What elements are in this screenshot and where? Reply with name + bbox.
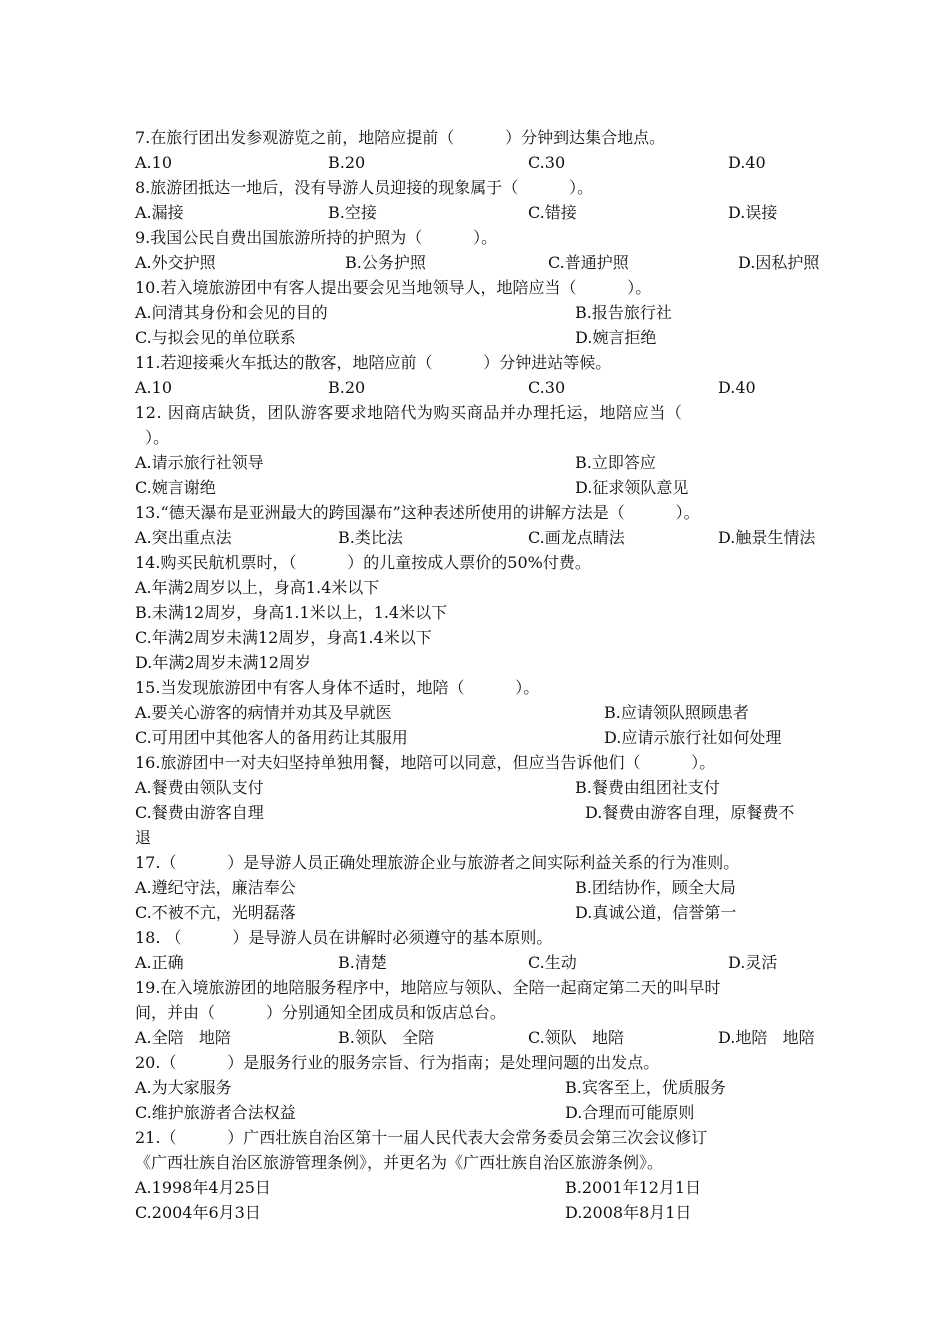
- option-b: B.应请领队照顾患者: [604, 703, 749, 722]
- question-stem: 17.（ ）是导游人员正确处理旅游企业与旅游者之间实际利益关系的行为准则。: [135, 853, 740, 872]
- option-d: D.婉言拒绝: [575, 328, 657, 347]
- option-d: D.40: [728, 153, 766, 172]
- option-c: C.婉言谢绝: [135, 478, 216, 497]
- option-d: D.地陪 地陪: [718, 1028, 815, 1047]
- option-d: D.触景生情法: [718, 528, 816, 547]
- option-a: A.问清其身份和会见的目的: [135, 303, 328, 322]
- option-c: C.错接: [528, 203, 577, 222]
- question-stem: 11.若迎接乘火车抵达的散客，地陪应前（ ）分钟进站等候。: [135, 353, 612, 372]
- option-b: B.报告旅行社: [575, 303, 672, 322]
- option-b: B.未满12周岁，身高1.1米以上，1.4米以下: [135, 603, 448, 622]
- question-stem: 9.我国公民自费出国旅游所持的护照为（ ）。: [135, 228, 498, 247]
- option-a: A.要关心游客的病情并劝其及早就医: [135, 703, 392, 722]
- option-b: B.20: [328, 378, 366, 397]
- option-a: A.突出重点法: [135, 528, 232, 547]
- option-b: B.2001年12月1日: [565, 1178, 702, 1197]
- option-a: A.请示旅行社领导: [135, 453, 264, 472]
- option-d: D.真诚公道，信誉第一: [575, 903, 737, 922]
- option-c: C.不被不亢，光明磊落: [135, 903, 296, 922]
- option-c: C.领队 地陪: [528, 1028, 625, 1047]
- option-b: B.空接: [328, 203, 377, 222]
- option-a: A.正确: [135, 953, 184, 972]
- option-d: D.餐费由游客自理，原餐费不: [585, 803, 795, 822]
- option-b: B.宾客至上，优质服务: [565, 1078, 726, 1097]
- question-stem: 7.在旅行团出发参观游览之前，地陪应提前（ ）分钟到达集合地点。: [135, 128, 666, 147]
- option-c: C.可用团中其他客人的备用药让其服用: [135, 728, 408, 747]
- option-b: B.餐费由组团社支付: [575, 778, 720, 797]
- question-stem: 19.在入境旅游团的地陪服务程序中，地陪应与领队、全陪一起商定第二天的叫早时: [135, 978, 721, 997]
- option-c: C.与拟会见的单位联系: [135, 328, 296, 347]
- question-stem: 18. （ ）是导游人员在讲解时必须遵守的基本原则。: [135, 928, 553, 947]
- option-d: D.灵活: [728, 953, 778, 972]
- question-stem: 12. 因商店缺货，团队游客要求地陪代为购买商品并办理托运，地陪应当（: [135, 403, 683, 422]
- option-a: A.10: [135, 153, 172, 172]
- option-d: D.应请示旅行社如何处理: [604, 728, 782, 747]
- question-stem: 16.旅游团中一对夫妇坚持单独用餐，地陪可以同意，但应当告诉他们（ ）。: [135, 753, 716, 772]
- option-d: D.因私护照: [738, 253, 820, 272]
- option-c: C.30: [528, 378, 566, 397]
- question-stem: 15.当发现旅游团中有客人身体不适时，地陪（ ）。: [135, 678, 540, 697]
- option-c: C.生动: [528, 953, 577, 972]
- question-stem-continued: ）。: [135, 428, 170, 447]
- option-b: B.领队 全陪: [338, 1028, 435, 1047]
- option-b: B.20: [328, 153, 366, 172]
- option-d: D.40: [718, 378, 756, 397]
- option-d: D.误接: [728, 203, 778, 222]
- option-d-continued: 退: [135, 828, 152, 847]
- question-stem-continued: 《广西壮族自治区旅游管理条例》，并更名为《广西壮族自治区旅游条例》。: [135, 1153, 664, 1172]
- option-a: A.遵纪守法，廉洁奉公: [135, 878, 296, 897]
- option-c: C.年满2周岁未满12周岁，身高1.4米以下: [135, 628, 432, 647]
- option-a: A.10: [135, 378, 172, 397]
- option-c: C.普通护照: [548, 253, 629, 272]
- option-c: C.2004年6月3日: [135, 1203, 261, 1222]
- option-b: B.清楚: [338, 953, 387, 972]
- option-c: C.30: [528, 153, 566, 172]
- option-a: A.年满2周岁以上，身高1.4米以下: [135, 578, 380, 597]
- option-b: B.立即答应: [575, 453, 656, 472]
- option-a: A.1998年4月25日: [135, 1178, 271, 1197]
- option-d: D.年满2周岁未满12周岁: [135, 653, 311, 672]
- option-d: D.征求领队意见: [575, 478, 689, 497]
- option-b: B.团结协作，顾全大局: [575, 878, 736, 897]
- option-c: C.维护旅游者合法权益: [135, 1103, 296, 1122]
- question-stem: 13.“德天瀑布是亚洲最大的跨国瀑布”这种表述所使用的讲解方法是（ ）。: [135, 503, 700, 522]
- option-a: A.全陪 地陪: [135, 1028, 231, 1047]
- question-stem: 14.购买民航机票时，（ ）的儿童按成人票价的50%付费。: [135, 553, 591, 572]
- question-stem: 21.（ ）广西壮族自治区第十一届人民代表大会常务委员会第三次会议修订: [135, 1128, 708, 1147]
- option-c: C.画龙点睛法: [528, 528, 625, 547]
- option-a: A.外交护照: [135, 253, 216, 272]
- question-stem: 10.若入境旅游团中有客人提出要会见当地领导人，地陪应当（ ）。: [135, 278, 652, 297]
- question-stem: 20.（ ）是服务行业的服务宗旨、行为指南；是处理问题的出发点。: [135, 1053, 660, 1072]
- option-b: B.公务护照: [345, 253, 426, 272]
- option-b: B.类比法: [338, 528, 403, 547]
- option-d: D.2008年8月1日: [565, 1203, 692, 1222]
- option-a: A.餐费由领队支付: [135, 778, 264, 797]
- option-a: A.为大家服务: [135, 1078, 232, 1097]
- option-d: D.合理而可能原则: [565, 1103, 695, 1122]
- question-stem: 8.旅游团抵达一地后，没有导游人员迎接的现象属于（ ）。: [135, 178, 594, 197]
- option-c: C.餐费由游客自理: [135, 803, 264, 822]
- option-a: A.漏接: [135, 203, 184, 222]
- question-stem-continued: 间，并由（ ）分别通知全团成员和饭店总台。: [135, 1003, 506, 1022]
